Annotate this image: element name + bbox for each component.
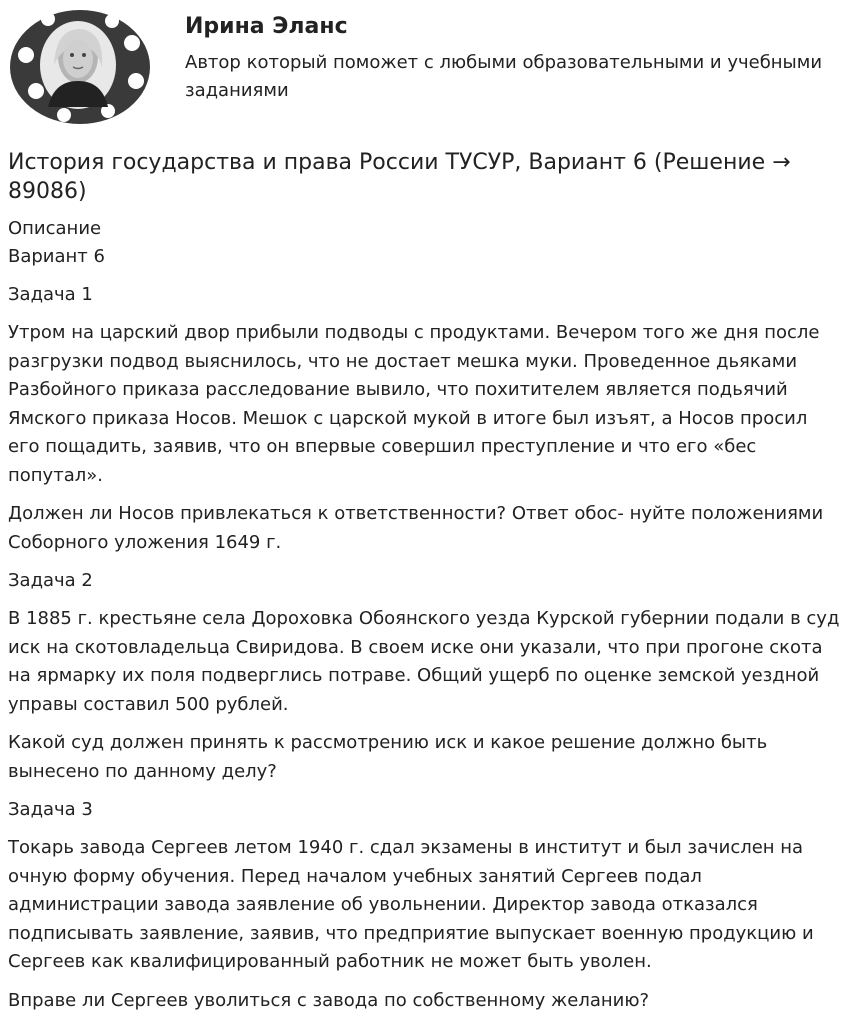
author-description: Автор который поможет с любыми образовательными и учебными заданиями	[185, 52, 823, 101]
task-question: Вправе ли Сергеев уволиться с завода по собственному желанию?	[8, 989, 650, 1011]
task-question: Должен ли Носов привлекаться к ответственности? Ответ обос- нуйте положениями Соборного уложения 1649 г.	[8, 503, 824, 553]
task-paragraph: В 1885 г. крестьяне села Дороховка Обоянского уезда Курской губернии подали в суд иск на скотовладельца Свиридова. В своем иске они указали, что при прогоне скота на ярмарку их поля подверглись потраве. Общий ущерб по оценке земской уездной управы составил 500 рублей.	[8, 608, 840, 715]
task-heading: Задача 3	[8, 799, 93, 820]
author-avatar[interactable]	[8, 7, 152, 127]
task-question: Какой суд должен принять к рассмотрению иск и какое решение должно быть вынесено по данному делу?	[8, 732, 768, 782]
task-paragraph: Токарь завода Сергеев летом 1940 г. сдал экзамены в институт и был зачислен на очную форму обучения. Перед началом учебных занятий Сергеев подал администрации завода заявление об увольнении. Директор завода отказался подписывать заявление, заявив, что предприятие выпускает военную продукцию и Сергеев как квалифицированный работник не может быть уволен.	[8, 837, 814, 972]
description-label: Описание	[8, 218, 102, 239]
task-3	[8, 796, 840, 1015]
variant-label: Вариант 6	[8, 246, 105, 267]
task-2	[8, 567, 840, 786]
task-1	[8, 281, 840, 557]
author-block	[8, 7, 838, 127]
author-name[interactable]: Ирина Эланс	[185, 14, 348, 39]
task-heading: Задача 1	[8, 284, 93, 305]
page-title: История государства и права России ТУСУР, Вариант 6 (Решение → 89086)	[8, 150, 791, 204]
task-paragraph: Утром на царский двор прибыли подводы с продуктами. Вечером того же дня после разгрузки подвод выяснилось, что не достает мешка муки. Проведенное дьяками Разбойного приказа расследование вывило, что похитителем является подьячий Ямского приказа Носов. Мешок с царской мукой в итоге был изъят, а Носов просил его пощадить, заявив, что он впервые совершил преступление и что его «бес попутал».	[8, 322, 820, 486]
content	[8, 148, 840, 1025]
task-heading: Задача 2	[8, 570, 93, 591]
